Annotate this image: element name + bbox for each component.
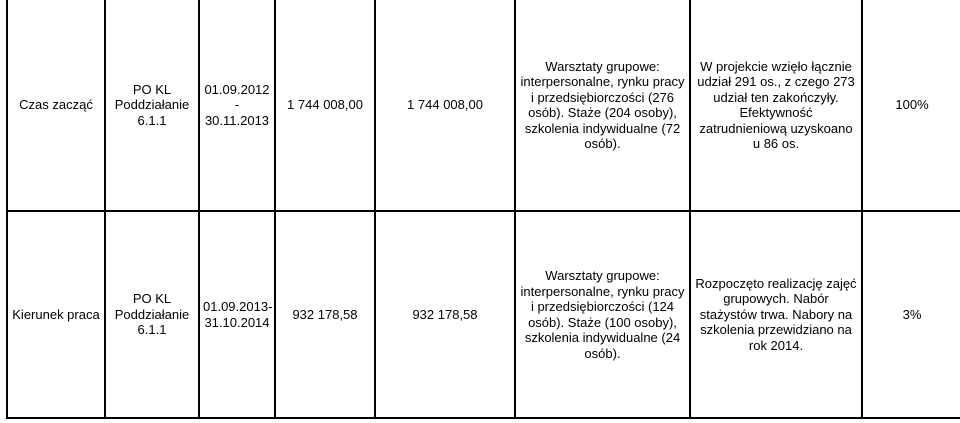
project-activities: Warsztaty grupowe: interpersonalne, rynku pracy i przedsiębiorczości (276 osób). Staże (204 osoby), szkolenia indywidualne (72 osób). [515,0,690,211]
project-period: 01.09.2013-31.10.2014 [199,211,275,418]
project-value-eligible: 932 178,58 [375,211,515,418]
project-progress: 100% [862,0,960,211]
project-value-total: 932 178,58 [275,211,375,418]
project-name: Czas zacząć [7,0,105,211]
project-progress: 3% [862,211,960,418]
project-status: W projekcie wzięło łącznie udział 291 os., z czego 273 udział ten zakończyły. Efektywność zatrudnieniową uzyskoano u 86 os. [690,0,862,211]
project-status: Rozpoczęto realizację zajęć grupowych. Nabór stażystów trwa. Nabory na szkolenia przewidziano na rok 2014. [690,211,862,418]
project-value-eligible: 1 744 008,00 [375,0,515,211]
project-name: Kierunek praca [7,211,105,418]
program-name: PO KL Poddziałanie 6.1.1 [105,0,199,211]
project-value-total: 1 744 008,00 [275,0,375,211]
table-row [7,211,960,418]
project-period: 01.09.2012 - 30.11.2013 [199,0,275,211]
table-row [7,0,960,211]
project-activities: Warsztaty grupowe: interpersonalne, rynku pracy i przedsiębiorczości (124 osób). Staże (100 osoby), szkolenia indywidualne (24 osób). [515,211,690,418]
program-name: PO KL Poddziałanie 6.1.1 [105,211,199,418]
projects-table [6,0,960,419]
